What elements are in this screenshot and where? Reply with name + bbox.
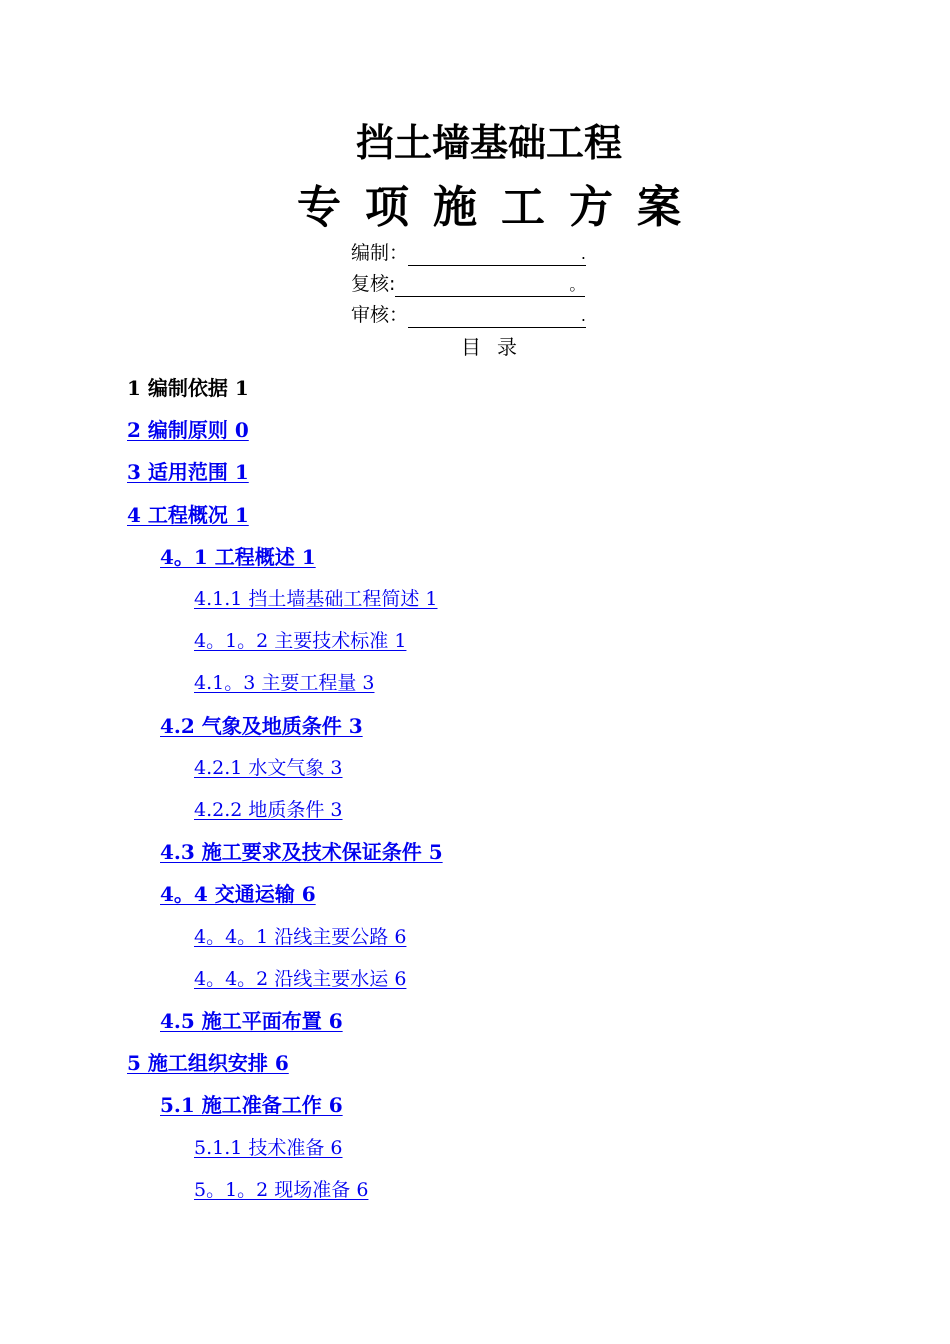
toc-entry-level-3[interactable]: 4.1.1 挡土墙基础工程简述 1 [194,588,438,610]
toc-heading-char: 目 [461,335,481,359]
signature-label: 审核： [351,304,409,326]
toc-entry-level-3[interactable]: 4.1。3 主要工程量 3 [194,672,375,695]
toc-entry-level-2[interactable]: 5.1 施工准备工作 6 [160,1093,343,1118]
subtitle-char: 专 [297,182,341,233]
toc-heading-char: 录 [497,335,517,359]
toc-entry-level-3[interactable]: 5。1。2 现场准备 6 [194,1178,369,1201]
subtitle-char: 工 [501,182,545,233]
document-title: 挡土墙基础工程 [355,121,622,165]
signature-label: 复核: [351,273,396,295]
document-subtitle [0,180,950,236]
signature-tail: . [580,244,587,263]
toc-entry-level-3[interactable]: 4。1。2 主要技术标准 1 [194,630,407,653]
toc-entry-level-1[interactable]: 4 工程概况 1 [127,502,249,527]
signature-compiled [351,240,586,266]
toc-entry-level-3[interactable]: 4.2.2 地质条件 3 [194,799,343,821]
toc-entry-level-2[interactable]: 4。4 交通运输 6 [160,882,316,907]
signature-line[interactable] [408,305,586,328]
signature-line[interactable] [395,274,585,297]
toc-entry-level-3[interactable]: 4。4。2 沿线主要水运 6 [194,967,407,990]
signature-reviewed [351,271,585,297]
toc-entry-level-2[interactable]: 4。1 工程概述 1 [160,544,316,569]
subtitle-char: 施 [433,182,477,233]
signature-line[interactable] [408,243,586,266]
toc-entry-level-3[interactable]: 4。4。1 沿线主要公路 6 [194,925,407,948]
signature-tail: 。 [569,275,586,294]
toc-entry-level-3[interactable]: 5.1.1 技术准备 6 [194,1136,343,1159]
toc-entry-level-2[interactable]: 4.5 施工平面布置 6 [160,1009,343,1033]
toc-entry-level-1[interactable]: 2 编制原则 0 [127,418,249,443]
subtitle-char: 案 [637,182,681,233]
signature-approved [351,302,586,328]
toc-entry-level-1[interactable]: 5 施工组织安排 6 [127,1051,289,1076]
subtitle-char: 方 [569,182,613,233]
toc-entry-level-2[interactable]: 4.3 施工要求及技术保证条件 5 [160,840,443,865]
signature-label: 编制： [351,242,409,264]
toc-entry-level-2[interactable]: 4.2 气象及地质条件 3 [160,713,363,738]
toc-heading [0,333,950,361]
toc-entry-level-1: 1 编制依据 1 [127,376,249,400]
signature-tail: . [580,306,587,325]
toc-entry-level-3[interactable]: 4.2.1 水文气象 3 [194,756,343,779]
toc-entry-level-1[interactable]: 3 适用范围 1 [127,460,249,485]
subtitle-char: 项 [365,182,409,233]
